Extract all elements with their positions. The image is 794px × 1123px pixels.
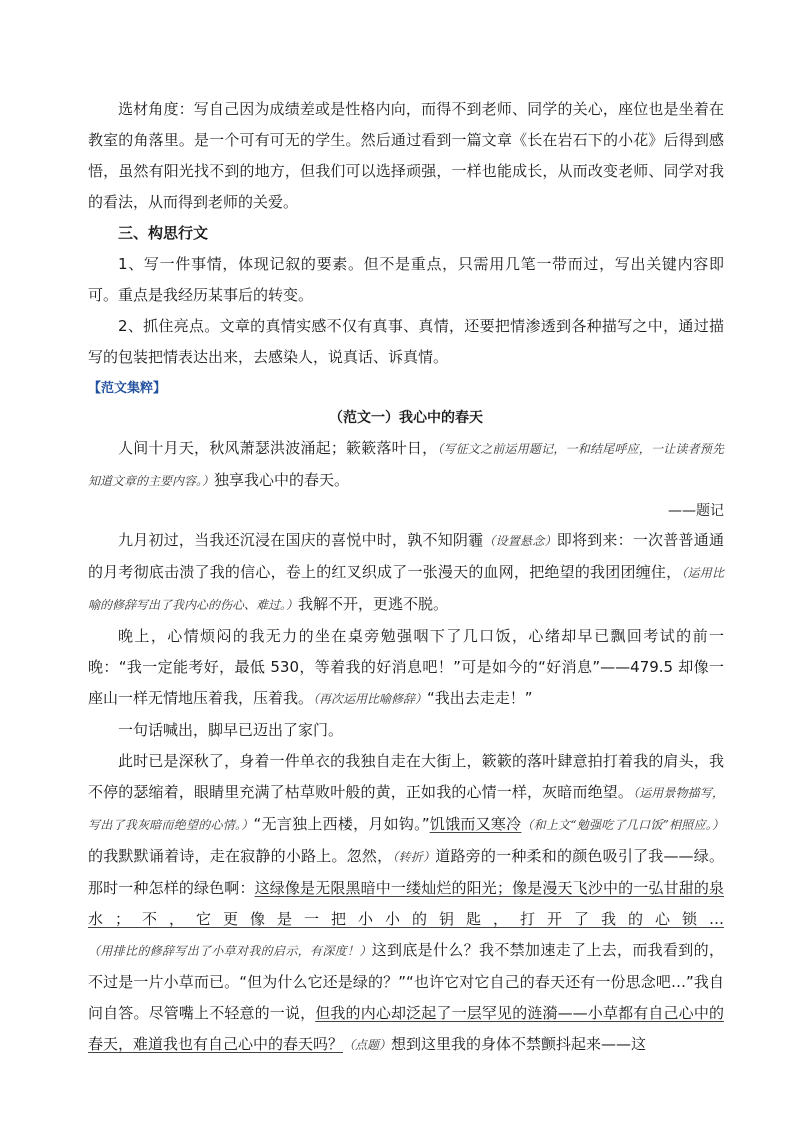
p2-annotation-1: （设置悬念） <box>483 534 557 548</box>
document-page <box>88 94 724 1061</box>
p3-text-a: 晚上，心情烦闷的我无力的坐在桌旁勉强咽下了几口饭，心绪却早已飘回考试的前一晚：“我一定能考好，最低 530，等着我的好消息吧！”可是如今的“好消息”——479.5 却像一座山一样无情地压着我，压着我。 <box>88 627 724 707</box>
p5-text-e: 道路旁的一种柔和的颜色吸引了我——绿。那时一种怎样的绿色啊： <box>88 847 724 897</box>
p5-underlined-c: 饥饿而又寒冷 <box>429 815 522 833</box>
essay-paragraph-5 <box>88 746 724 1061</box>
epigraph-label: ——题记 <box>668 503 724 519</box>
p5-text-g: 这到底是什么？我不禁加速走了上去，而我看到的，不过是一片小草而已。“但为什么它还是绿的？”“也许它对它自己的春天还有一份思念吧…”我自问自答。尽管嘴上不轻意的一说， <box>88 941 724 1022</box>
p2-text-c: 我解不开，更逃不脱。 <box>298 595 449 613</box>
p2-text-a: 九月初过，当我还沉浸在国庆的喜悦中时，孰不知阴霾 <box>118 531 484 549</box>
section-heading-three: 三、构思行文 <box>118 224 209 242</box>
p5-annotation-1: （运用景物描写，写出了我灰暗而绝望的心情。） <box>88 786 724 832</box>
essay-paragraph-1 <box>88 433 724 497</box>
p3-annotation: （再次运用比喻修辞） <box>313 692 428 706</box>
p5-text-b: “无言独上西楼，月如钩。” <box>253 815 430 833</box>
p1-text-b: 独享我心中的春天。 <box>214 471 350 489</box>
point-1-paragraph: 1、写一件事情，体现记叙的要素。但不是重点，只需用几笔一带而过，写出关键内容即可。重点是我经历某事后的转变。 <box>88 255 724 304</box>
p5-text-a: 此时已是深秋了，身着一件单衣的我独自走在大街上，簌簌的落叶肆意拍打着我的肩头，我不停的瑟缩着，眼睛里充满了枯草败叶般的黄，正如我的心情一样，灰暗而绝望。 <box>88 752 724 801</box>
model-essay-label: 【范文集粹】 <box>88 381 167 396</box>
selection-angle-paragraph <box>88 94 724 218</box>
p3-text-b: “我出去走走！” <box>427 689 533 707</box>
essay-paragraph-2 <box>88 525 724 621</box>
p5-annotation-4: （用排比的修辞写出了小草对我的启示，有深度！） <box>88 944 372 958</box>
essay-title: （范文一）我心中的春天 <box>329 410 483 426</box>
essay-paragraph-3 <box>88 621 724 715</box>
p5-underlined-f: 这绿像是无限黑暗中一缕灿烂的阳光；像是漫天飞沙中的一弘甘甜的泉水；不，它更像是一把小小的钥匙，打开了我的心锁… <box>88 879 724 928</box>
p5-annotation-5: （点题） <box>343 1038 392 1052</box>
selection-angle-text: 选材角度：写自己因为成绩差或是性格内向，而得不到老师、同学的关心，座位也是坐着在教室的角落里。是一个可有可无的学生。然后通过看到一篇文章《长在岩石下的小花》后得到感悟，虽然有阳光找不到的地方，但我们可以选择顽强，一样也能成长，从而改变老师、同学对我的看法，从而得到老师的关爱。 <box>88 100 724 211</box>
p5-underlined-h: 但我的内心却泛起了一层罕见的涟漪——小草都有自己心中的春天，难道我也有自己心中的春天吗？ <box>88 1004 724 1053</box>
p1-text-a: 人间十月天，秋风萧瑟洪波涌起；簌簌落叶日， <box>118 439 438 457</box>
p5-annotation-2: （和上文“勉强吃了几口饭”相照应。） <box>521 818 724 832</box>
p5-text-i: 想到这里我的身体不禁颤抖起来——这 <box>391 1035 647 1053</box>
p2-text-b: 即将到来：一次普普通通的月考彻底击溃了我的信心，卷上的红叉织成了一张漫天的血网，把绝望的我团团缠住， <box>88 531 724 581</box>
point-2-paragraph: 2、抓住亮点。文章的真情实感不仅有真事、真情，还要把情渗透到各种描写之中，通过描写的包装把情表达出来，去感染人，说真话、诉真情。 <box>88 317 724 366</box>
p5-annotation-3: （转折） <box>392 850 436 864</box>
p1-annotation: （写征文之前运用题记，一和结尾呼应，一让读者预先知道文章的主要内容。） <box>88 442 724 488</box>
p5-text-d: 的我默默诵着诗，走在寂静的小路上。忽然， <box>88 847 393 865</box>
essay-paragraph-4: 一句话喊出，脚早已迈出了家门。 <box>118 721 344 739</box>
p2-annotation-2: （运用比喻的修辞写出了我内心的伤心、难过。） <box>88 566 724 612</box>
